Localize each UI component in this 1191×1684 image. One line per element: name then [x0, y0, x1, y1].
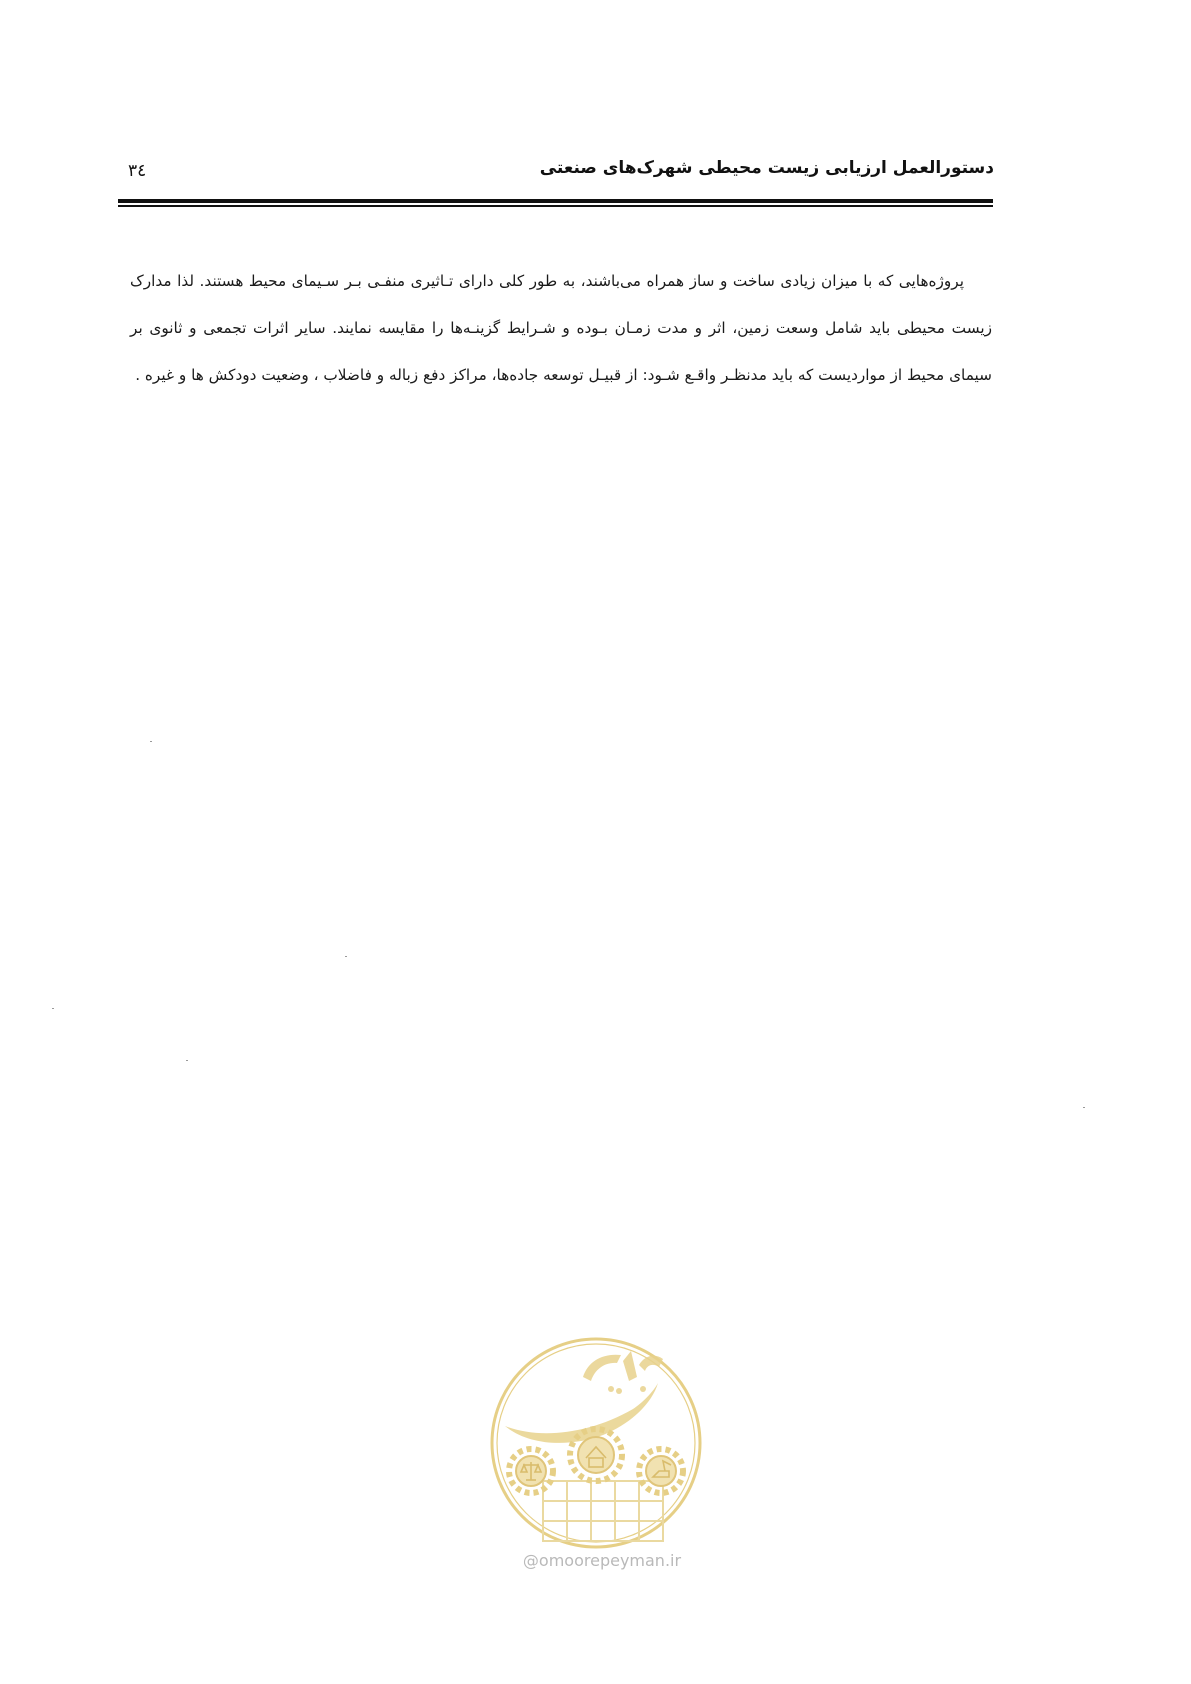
body-text [130, 258, 992, 399]
header-rule-thick [118, 199, 993, 203]
scan-speck [52, 1008, 54, 1009]
scan-speck [345, 956, 347, 957]
watermark-url: @omoorepeyman.ir [522, 1551, 682, 1570]
scan-speck [186, 1060, 188, 1061]
scan-speck [150, 741, 152, 742]
header-rule-thin [118, 205, 993, 207]
page-number: ٣٤ [128, 161, 147, 181]
running-title: دستورالعمل ارزیابی زیست محیطی شهرک‌های صنعتی [539, 158, 994, 178]
body-paragraph: پروژه‌هایی که با میزان زیادی ساخت و ساز همراه می‌باشند، به طور کلی دارای تـاثیری منفـی بـر سـیمای محیط هستند. لذا مدارک زیست محیطی باید شامل وسعت زمین، اثر و مدت زمـان بـوده و شـرایط گزینـه‌ها را مقایسه نمایند. سایر اثرات تجمعی و ثانوی بر سیمای محیط از مواردیست که باید مدنظـر واقـع شـود: از قبیـل توسعه جاده‌ها، مراکز دفع زباله و فاضلاب ، وضعیت دودکش ها و غیره . [130, 272, 992, 384]
scan-speck [1083, 1107, 1085, 1108]
